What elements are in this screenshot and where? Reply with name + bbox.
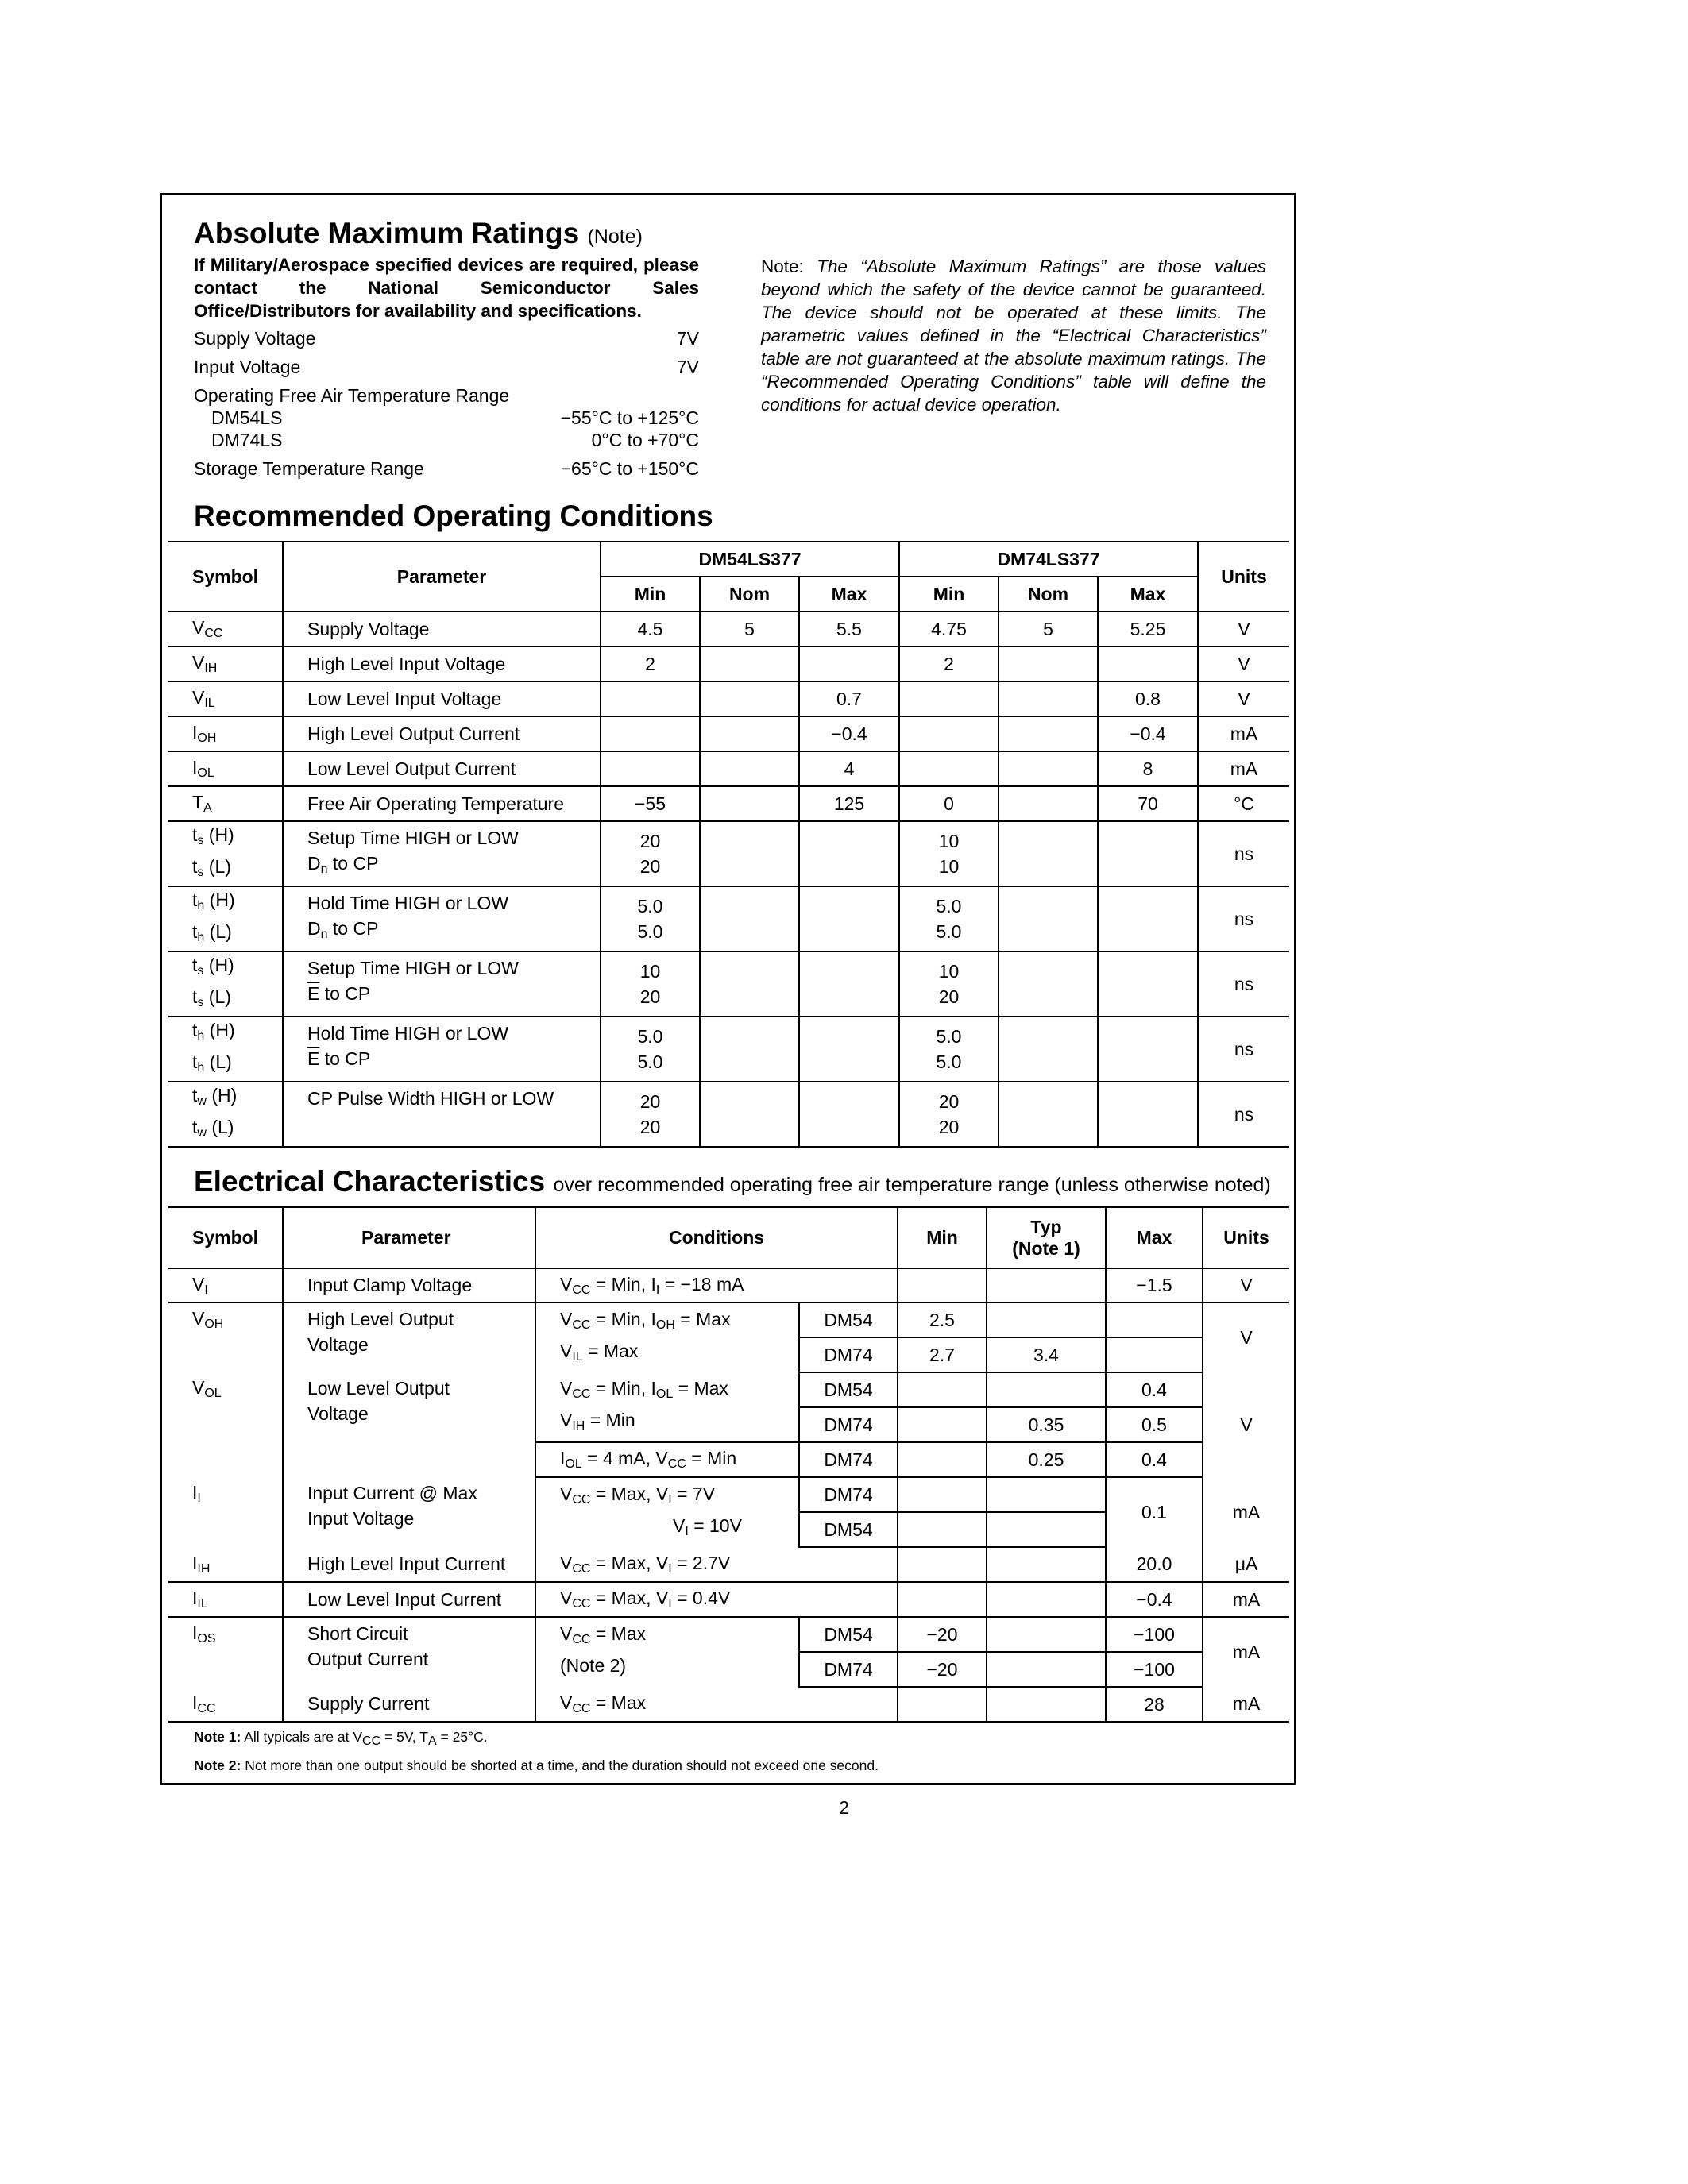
roc-units: V bbox=[1198, 612, 1289, 646]
roc-value bbox=[999, 716, 1098, 751]
amr-supply: Supply Voltage 7V bbox=[194, 328, 699, 349]
ec-vol-dm74: DM74 bbox=[799, 1407, 898, 1442]
ec-ios-param: Short Circuit Output Current bbox=[283, 1617, 535, 1687]
ec-vol-typ74b: 0.25 bbox=[987, 1442, 1106, 1477]
ec-ii-max: 0.1 bbox=[1106, 1477, 1203, 1547]
ec-iil-symbol: $I_{IL}$ bbox=[168, 1582, 283, 1617]
roc-value: 4.5 bbox=[601, 612, 700, 646]
roc-units: mA bbox=[1198, 716, 1289, 751]
roc-timing-param: Setup Time HIGH or LOW $\overline{E}$ to CP bbox=[283, 951, 601, 1017]
roc-row bbox=[168, 646, 1289, 681]
roc-timing-symbol: $t_s$ (H) $t_s$ (L) bbox=[168, 951, 283, 1017]
roc-value bbox=[700, 646, 799, 681]
ec-vi-param: Input Clamp Voltage bbox=[283, 1268, 535, 1302]
roc-units: V bbox=[1198, 646, 1289, 681]
roc-units: °C bbox=[1198, 786, 1289, 821]
roc-timing-symbol: $t_w$ (H) $t_w$ (L) bbox=[168, 1082, 283, 1147]
roc-timing-symbol: $t_h$ (H) $t_h$ (L) bbox=[168, 1017, 283, 1082]
roc-value: 70 bbox=[1098, 786, 1198, 821]
roc-timing-units: ns bbox=[1198, 951, 1289, 1017]
roc-timing-row bbox=[168, 1082, 1289, 1147]
ec-h-typ: Typ (Note 1) bbox=[987, 1207, 1106, 1268]
ec-vol-dm54: DM54 bbox=[799, 1372, 898, 1407]
roc-timing-param: CP Pulse Width HIGH or LOW bbox=[283, 1082, 601, 1147]
roc-param: High Level Output Current bbox=[283, 716, 601, 751]
roc-timing-dm54-min: 20 20 bbox=[601, 1082, 700, 1147]
roc-timing-symbol: $t_h$ (H) $t_h$ (L) bbox=[168, 886, 283, 951]
roc-timing-dm74-min: 5.0 5.0 bbox=[899, 1017, 999, 1082]
ec-voh-param: High Level Output Voltage bbox=[283, 1302, 535, 1372]
roc-symbol: $V_{IH}$ bbox=[168, 646, 283, 681]
ec-icc-max: 28 bbox=[1106, 1687, 1203, 1722]
ec-vol-max74b: 0.4 bbox=[1106, 1442, 1203, 1477]
roc-value bbox=[899, 751, 999, 786]
ec-vol-cond3: $I_{OL} = 4$ mA, $V_{CC}$ = Min bbox=[535, 1442, 799, 1477]
roc-value: 0 bbox=[899, 786, 999, 821]
roc-value bbox=[899, 681, 999, 716]
ec-vol-units: V bbox=[1203, 1372, 1289, 1477]
roc-value bbox=[799, 646, 899, 681]
roc-symbol: $I_{OL}$ bbox=[168, 751, 283, 786]
roc-h-nom54: Nom bbox=[700, 577, 799, 612]
roc-h-dm54: DM54LS377 bbox=[601, 542, 899, 577]
roc-timing-units: ns bbox=[1198, 1017, 1289, 1082]
ec-row-icc bbox=[168, 1687, 1289, 1722]
ec-h-max: Max bbox=[1106, 1207, 1203, 1268]
footnotes bbox=[194, 1725, 879, 1777]
ec-iih-max: 20.0 bbox=[1106, 1547, 1203, 1582]
ec-vol-dm74b: DM74 bbox=[799, 1442, 898, 1477]
page-frame bbox=[160, 193, 1296, 1785]
ec-ios-dm74: DM74 bbox=[799, 1652, 898, 1687]
roc-timing-dm54-min: 20 20 bbox=[601, 821, 700, 886]
ec-iil-cond: $V_{CC}$ = Max, $V_I = 0.4V$ bbox=[535, 1582, 898, 1617]
roc-timing-dm54-min: 5.0 5.0 bbox=[601, 1017, 700, 1082]
roc-timing-dm54-min: 5.0 5.0 bbox=[601, 886, 700, 951]
roc-value: −0.4 bbox=[1098, 716, 1198, 751]
ec-voh-typ74: 3.4 bbox=[987, 1337, 1106, 1372]
roc-timing-row bbox=[168, 1017, 1289, 1082]
ec-ii-dm74: DM74 bbox=[799, 1477, 898, 1512]
roc-value bbox=[899, 716, 999, 751]
roc-row bbox=[168, 681, 1289, 716]
roc-value bbox=[601, 681, 700, 716]
roc-timing-symbol: $t_s$ (H) $t_s$ (L) bbox=[168, 821, 283, 886]
roc-table bbox=[168, 541, 1289, 1148]
roc-h-dm74: DM74LS377 bbox=[899, 542, 1198, 577]
amr-optemp: Operating Free Air Temperature Range bbox=[194, 385, 510, 406]
roc-value: 125 bbox=[799, 786, 899, 821]
ec-voh-min74: 2.7 bbox=[898, 1337, 987, 1372]
roc-value: −0.4 bbox=[799, 716, 899, 751]
note-2: Note 2: Not more than one output should be shorted at a time, and the duration should not exceed one second. bbox=[194, 1758, 879, 1773]
amr-input: Input Voltage 7V bbox=[194, 357, 699, 377]
roc-param: Supply Voltage bbox=[283, 612, 601, 646]
roc-value bbox=[999, 646, 1098, 681]
amr-storage: Storage Temperature Range −65°C to +150°C bbox=[194, 458, 699, 479]
ec-vol-param: Low Level Output Voltage bbox=[283, 1372, 535, 1477]
roc-timing-dm74-min: 20 20 bbox=[899, 1082, 999, 1147]
ec-voh-dm54: DM54 bbox=[799, 1302, 898, 1337]
roc-timing-units: ns bbox=[1198, 821, 1289, 886]
roc-value: −55 bbox=[601, 786, 700, 821]
page-number: 2 bbox=[839, 1797, 849, 1818]
roc-h-nom74: Nom bbox=[999, 577, 1098, 612]
roc-title: Recommended Operating Conditions bbox=[194, 500, 713, 532]
roc-param: Low Level Output Current bbox=[283, 751, 601, 786]
ec-ios-cond: $V_{CC}$ = Max (Note 2) bbox=[535, 1617, 799, 1687]
roc-units: mA bbox=[1198, 751, 1289, 786]
ec-vi-symbol: $V_I$ bbox=[168, 1268, 283, 1302]
roc-value: 8 bbox=[1098, 751, 1198, 786]
ec-row-iih bbox=[168, 1547, 1289, 1582]
roc-value bbox=[1098, 646, 1198, 681]
ec-row-voh bbox=[168, 1302, 1289, 1337]
ec-iih-symbol: $I_{IH}$ bbox=[168, 1547, 283, 1582]
roc-h-max54: Max bbox=[799, 577, 899, 612]
roc-timing-row bbox=[168, 821, 1289, 886]
ec-row-ii bbox=[168, 1477, 1289, 1512]
roc-h-parameter: Parameter bbox=[283, 542, 601, 612]
roc-h-min54: Min bbox=[601, 577, 700, 612]
roc-symbol: $V_{IL}$ bbox=[168, 681, 283, 716]
ec-iih-cond: $V_{CC}$ = Max, $V_I = 2.7V$ bbox=[535, 1547, 898, 1582]
ec-voh-min54: 2.5 bbox=[898, 1302, 987, 1337]
ec-ios-min74: −20 bbox=[898, 1652, 987, 1687]
ec-iih-units: μA bbox=[1203, 1547, 1289, 1582]
roc-symbol: $V_{CC}$ bbox=[168, 612, 283, 646]
ec-vol-typ74: 0.35 bbox=[987, 1407, 1106, 1442]
ec-ii-units: mA bbox=[1203, 1477, 1289, 1547]
ec-ii-cond: $V_{CC}$ = Max, $V_I = 7V$ $V_I = 10V$ bbox=[535, 1477, 799, 1547]
ec-vol-max54: 0.4 bbox=[1106, 1372, 1203, 1407]
ec-ios-min54: −20 bbox=[898, 1617, 987, 1652]
roc-value: 5 bbox=[700, 612, 799, 646]
ec-ios-max74: −100 bbox=[1106, 1652, 1203, 1687]
ec-h-symbol: Symbol bbox=[168, 1207, 283, 1268]
ec-row-vol bbox=[168, 1372, 1289, 1407]
ec-voh-units: V bbox=[1203, 1302, 1289, 1372]
ec-title: Electrical Characteristics over recommended operating free air temperature range (unless otherwise noted) bbox=[194, 1165, 1271, 1198]
roc-row bbox=[168, 786, 1289, 821]
ec-voh-symbol: $V_{OH}$ bbox=[168, 1302, 283, 1372]
roc-h-max74: Max bbox=[1098, 577, 1198, 612]
ec-icc-symbol: $I_{CC}$ bbox=[168, 1687, 283, 1722]
roc-units: V bbox=[1198, 681, 1289, 716]
ec-icc-cond: $V_{CC}$ = Max bbox=[535, 1687, 898, 1722]
roc-timing-param: Hold Time HIGH or LOW $\overline{E}$ to CP bbox=[283, 1017, 601, 1082]
roc-value: 5.5 bbox=[799, 612, 899, 646]
roc-timing-units: ns bbox=[1198, 886, 1289, 951]
roc-timing-param: Hold Time HIGH or LOW $D_n$ to CP bbox=[283, 886, 601, 951]
note-1: Note 1: All typicals are at $V_{CC} = 5V$, $T_A = 25^\circ C$. bbox=[194, 1729, 488, 1748]
amr-warning: If Military/Aerospace specified devices are required, please contact the National Semiconductor Sales Office/Distributors for availability and specifications. bbox=[194, 255, 699, 321]
ec-table bbox=[168, 1206, 1289, 1723]
ec-vol-max74: 0.5 bbox=[1106, 1407, 1203, 1442]
amr-dm74: DM74LS 0°C to +70°C bbox=[211, 430, 699, 450]
ec-iil-max: −0.4 bbox=[1106, 1582, 1203, 1617]
ec-iil-param: Low Level Input Current bbox=[283, 1582, 535, 1617]
ec-h-units: Units bbox=[1203, 1207, 1289, 1268]
amr-dm54: DM54LS −55°C to +125°C bbox=[211, 407, 699, 428]
ec-ii-symbol: $I_I$ bbox=[168, 1477, 283, 1547]
roc-value bbox=[700, 716, 799, 751]
roc-h-units: Units bbox=[1198, 542, 1289, 612]
roc-value: 0.8 bbox=[1098, 681, 1198, 716]
amr-note: Note: The “Absolute Maximum Ratings” are those values beyond which the safety of the device cannot be guaranteed. The device should not be operated at these limits. The parametric values defined in the “Electrical Characteristics” table are not guaranteed at the absolute maximum ratings. The “Recommended Operating Conditions” table will define the conditions for actual device operation. bbox=[761, 257, 1266, 415]
roc-value bbox=[999, 786, 1098, 821]
roc-row bbox=[168, 751, 1289, 786]
roc-timing-dm74-min: 10 20 bbox=[899, 951, 999, 1017]
ec-ios-symbol: $I_{OS}$ bbox=[168, 1617, 283, 1687]
ec-ii-param: Input Current @ Max Input Voltage bbox=[283, 1477, 535, 1547]
roc-param: Free Air Operating Temperature bbox=[283, 786, 601, 821]
roc-value: 2 bbox=[899, 646, 999, 681]
ec-row-ios bbox=[168, 1617, 1289, 1652]
roc-timing-param: Setup Time HIGH or LOW $D_n$ to CP bbox=[283, 821, 601, 886]
ec-row-vi bbox=[168, 1268, 1289, 1302]
ec-voh-dm74: DM74 bbox=[799, 1337, 898, 1372]
roc-timing-dm54-min: 10 20 bbox=[601, 951, 700, 1017]
roc-value: 4 bbox=[799, 751, 899, 786]
roc-timing-dm74-min: 5.0 5.0 bbox=[899, 886, 999, 951]
ec-ios-max54: −100 bbox=[1106, 1617, 1203, 1652]
roc-value bbox=[601, 751, 700, 786]
roc-value bbox=[601, 716, 700, 751]
ec-vol-cond: $V_{CC}$ = Min, $I_{OL}$ = Max $V_{IH}$ = Min bbox=[535, 1372, 799, 1442]
roc-symbol: $I_{OH}$ bbox=[168, 716, 283, 751]
roc-param: High Level Input Voltage bbox=[283, 646, 601, 681]
ec-icc-param: Supply Current bbox=[283, 1687, 535, 1722]
ec-voh-cond: $V_{CC}$ = Min, $I_{OH}$ = Max $V_{IL}$ = Max bbox=[535, 1302, 799, 1372]
roc-value bbox=[700, 681, 799, 716]
roc-value bbox=[999, 751, 1098, 786]
roc-param: Low Level Input Voltage bbox=[283, 681, 601, 716]
ec-h-conditions: Conditions bbox=[535, 1207, 898, 1268]
ec-vi-cond: $V_{CC}$ = Min, $I_I = -18$ mA bbox=[535, 1268, 898, 1302]
roc-value bbox=[999, 681, 1098, 716]
ec-h-min: Min bbox=[898, 1207, 987, 1268]
ec-vi-max: −1.5 bbox=[1106, 1268, 1203, 1302]
roc-value: 2 bbox=[601, 646, 700, 681]
ec-icc-units: mA bbox=[1203, 1687, 1289, 1722]
ec-iil-units: mA bbox=[1203, 1582, 1289, 1617]
roc-symbol: $T_A$ bbox=[168, 786, 283, 821]
roc-value: 4.75 bbox=[899, 612, 999, 646]
roc-row bbox=[168, 612, 1289, 646]
ec-row-iil bbox=[168, 1582, 1289, 1617]
roc-timing-units: ns bbox=[1198, 1082, 1289, 1147]
ec-iih-param: High Level Input Current bbox=[283, 1547, 535, 1582]
ec-h-parameter: Parameter bbox=[283, 1207, 535, 1268]
roc-value bbox=[700, 751, 799, 786]
roc-row bbox=[168, 716, 1289, 751]
roc-h-min74: Min bbox=[899, 577, 999, 612]
amr-title: Absolute Maximum Ratings (Note) bbox=[194, 217, 643, 249]
roc-timing-row bbox=[168, 951, 1289, 1017]
ec-ii-dm54: DM54 bbox=[799, 1512, 898, 1547]
roc-value: 0.7 bbox=[799, 681, 899, 716]
roc-value: 5.25 bbox=[1098, 612, 1198, 646]
ec-vol-symbol: $V_{OL}$ bbox=[168, 1372, 283, 1477]
roc-timing-row bbox=[168, 886, 1289, 951]
ec-vi-units: V bbox=[1203, 1268, 1289, 1302]
roc-value: 5 bbox=[999, 612, 1098, 646]
ec-ios-units: mA bbox=[1203, 1617, 1289, 1687]
roc-timing-dm74-min: 10 10 bbox=[899, 821, 999, 886]
roc-h-symbol: Symbol bbox=[168, 542, 283, 612]
ec-ios-dm54: DM54 bbox=[799, 1617, 898, 1652]
roc-value bbox=[700, 786, 799, 821]
